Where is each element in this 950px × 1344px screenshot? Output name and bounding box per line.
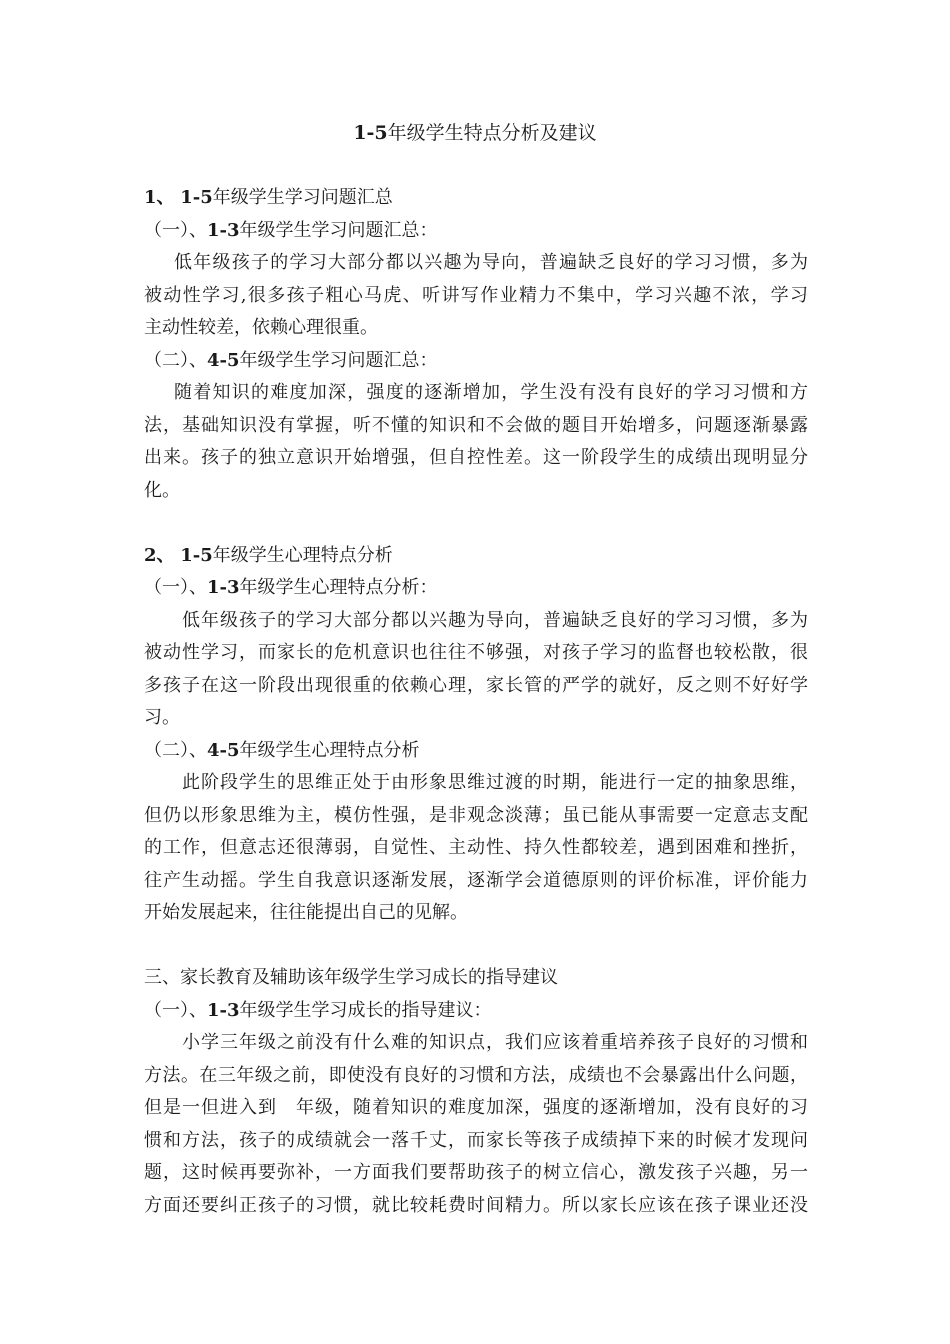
- paragraph-line: 的工作，但意志还很薄弱，自觉性、主动性、持久性都较差，遇到困难和挫折，: [144, 837, 808, 858]
- subheading-text: 年级学生学习问题汇总：: [239, 349, 438, 371]
- subheading-prefix: （一）、: [144, 219, 207, 241]
- subheading-text: 年级学生心理特点分析: [239, 739, 420, 761]
- grade-range: 4-5: [207, 349, 240, 371]
- paragraph-line: 题，这时候再要弥补，一方面我们要帮助孩子的树立信心，激发孩子兴趣，另一: [144, 1162, 808, 1183]
- subheading-text: 年级学生学习成长的指导建议：: [239, 999, 492, 1021]
- paragraph-line: 往产生动摇。学生自我意识逐渐发展，逐渐学会道德原则的评价标准，评价能力: [144, 869, 808, 891]
- grade-range: 1-3: [207, 577, 240, 598]
- paragraph-line: 此阶段学生的思维正处于由形象思维过渡的时期，能进行一定的抽象思维，: [182, 772, 808, 793]
- section-2-sub-2-heading: [144, 735, 808, 768]
- paragraph-line: 主动性较差，依赖心理很重。: [144, 317, 378, 338]
- subheading-text: 年级学生学习问题汇总：: [239, 219, 438, 241]
- paragraph-line: 小学三年级之前没有什么难的知识点，我们应该着重培养孩子良好的习惯和: [182, 1032, 808, 1053]
- section-gap: [144, 507, 808, 540]
- paragraph-line: 习。: [144, 707, 180, 728]
- paragraph-line: 多孩子在这一阶段出现很重的依赖心理，家长管的严学的就好，反之则不好好学: [144, 674, 808, 696]
- section-3-heading: 三、家长教育及辅助该年级学生学习成长的指导建议: [144, 967, 558, 988]
- heading-text: 年级学生心理特点分析: [212, 544, 393, 566]
- document-title: [0, 120, 950, 146]
- paragraph-line: 被动性学习，而家长的危机意识也往往不够强，对孩子学习的监督也较松散，很: [144, 642, 808, 663]
- subheading-prefix: （二）、: [144, 349, 207, 371]
- section-number: 1、: [144, 187, 175, 208]
- subheading-prefix: （一）、: [144, 999, 207, 1021]
- paragraph-line: 低年级孩子的学习大部分都以兴趣为导向，普遍缺乏良好的学习习惯，多为: [174, 252, 808, 273]
- grade-range: 1-5: [180, 187, 213, 208]
- section-2-sub-1-heading: [144, 572, 808, 605]
- title-grade-range: 1-5: [353, 122, 388, 144]
- grade-range: 1-3: [207, 999, 240, 1021]
- paragraph-line: 但仍以形象思维为主，模仿性强，是非观念淡薄；虽已能从事需要一定意志支配: [144, 804, 808, 826]
- paragraph-line: 开始发展起来，往往能提出自己的见解。: [144, 902, 468, 923]
- section-1-sub-1-heading: [144, 215, 808, 248]
- subheading-prefix: （二）、: [144, 739, 207, 761]
- grade-range: 4-5: [207, 739, 240, 761]
- paragraph-line: 低年级孩子的学习大部分都以兴趣为导向，普遍缺乏良好的学习习惯，多为: [182, 609, 808, 631]
- section-1-heading: [144, 182, 808, 215]
- section-2-heading: [144, 540, 808, 573]
- heading-text: 年级学生学习问题汇总: [212, 187, 393, 208]
- grade-range: 1-3: [207, 219, 240, 241]
- section-1-sub-2-heading: [144, 345, 808, 378]
- paragraph-line: 法，基础知识没有掌握，听不懂的知识和不会做的题目开始增多，问题逐渐暴露: [144, 414, 808, 436]
- paragraph-line: 化。: [144, 479, 180, 501]
- paragraph-line: 随着知识的难度加深，强度的逐渐增加，学生没有没有良好的学习习惯和方: [174, 382, 808, 403]
- section-number: 2、: [144, 544, 175, 566]
- paragraph-line: 但是一但进入到 年级，随着知识的难度加深，强度的逐渐增加，没有良好的习: [144, 1097, 808, 1118]
- subheading-text: 年级学生心理特点分析：: [239, 577, 438, 598]
- document-body: [144, 182, 808, 1222]
- title-text: 年级学生特点分析及建议: [387, 122, 597, 144]
- paragraph-line: 方法。在三年级之前，即使没有良好的习惯和方法，成绩也不会暴露出什么问题，: [144, 1064, 808, 1086]
- paragraph-line: 被动性学习,很多孩子粗心马虎、听讲写作业精力不集中，学习兴趣不浓，学习: [144, 284, 808, 306]
- section-3-sub-1-heading: [144, 995, 808, 1028]
- paragraph-line: 出来。孩子的独立意识开始增强，但自控性差。这一阶段学生的成绩出现明显分: [144, 447, 808, 468]
- section-gap: [144, 930, 808, 963]
- grade-range: 1-5: [180, 544, 213, 566]
- subheading-prefix: （一）、: [144, 577, 207, 598]
- paragraph-line: 惯和方法，孩子的成绩就会一落千丈，而家长等孩子成绩掉下来的时候才发现问: [144, 1129, 808, 1151]
- paragraph-line: 方面还要纠正孩子的习惯，就比较耗费时间精力。所以家长应该在孩子课业还没: [144, 1194, 808, 1216]
